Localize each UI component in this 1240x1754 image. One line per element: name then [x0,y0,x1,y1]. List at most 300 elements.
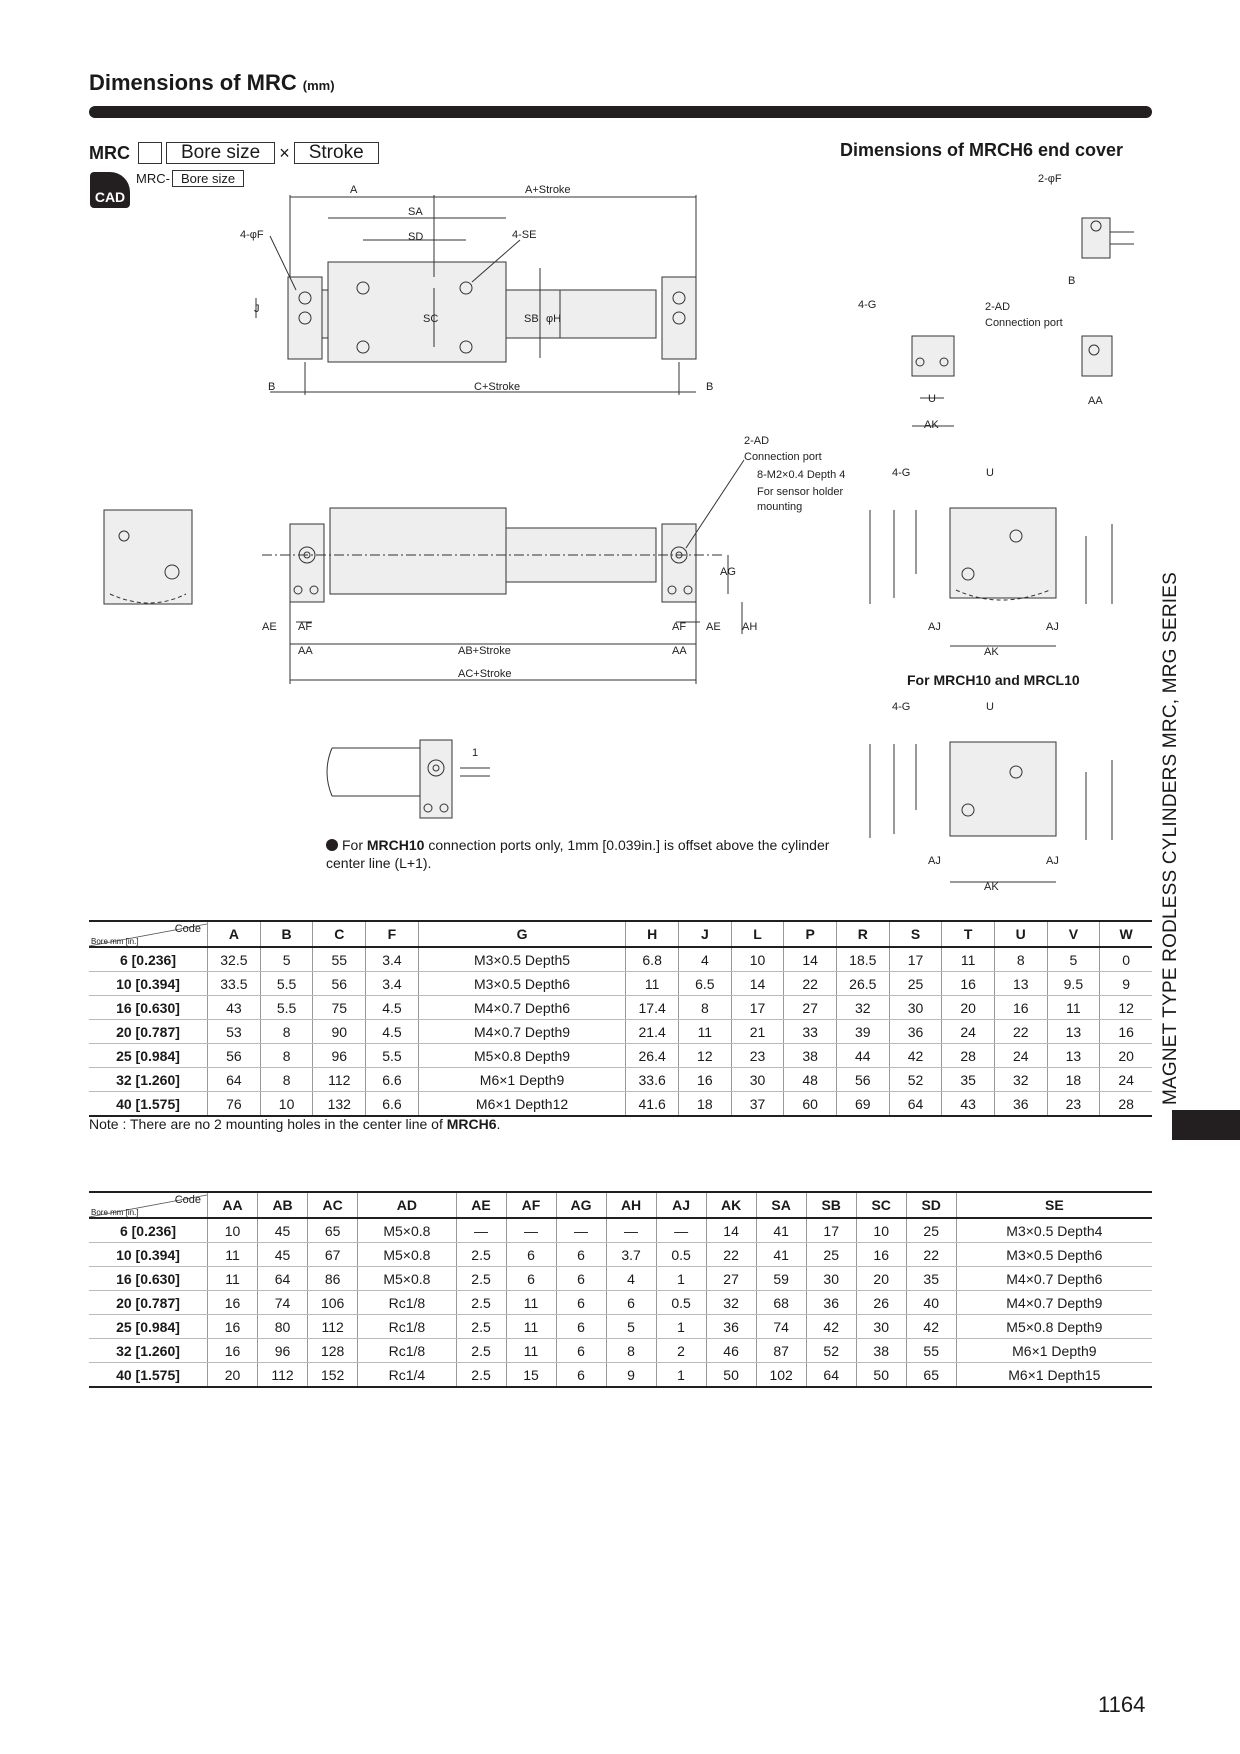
table-cell: 5 [260,947,313,972]
svg-text:AF: AF [298,621,313,633]
svg-text:AE: AE [262,621,277,633]
table-cell: 25 [806,1243,856,1267]
table-cell: 33 [784,1020,837,1044]
table-cell: 16 [208,1315,258,1339]
column-header-ac: AC [308,1192,358,1218]
table-cell: 128 [308,1339,358,1363]
table-cell: 11 [942,947,995,972]
svg-text:4-G: 4-G [892,467,911,479]
column-header-u: U [994,921,1047,947]
svg-text:AA: AA [1088,395,1103,407]
table-cell: 42 [889,1044,942,1068]
table-cell: 6.6 [366,1092,419,1117]
table-cell: 11 [626,972,679,996]
table-cell: 23 [1047,1092,1100,1117]
table-cell: 28 [1100,1092,1152,1117]
table-cell: 59 [756,1267,806,1291]
bore-size-cell: 6 [0.236] [89,947,208,972]
svg-text:AC+Stroke: AC+Stroke [458,668,512,680]
column-header-sb: SB [806,1192,856,1218]
svg-text:A: A [350,184,358,196]
table-cell: 14 [784,947,837,972]
table-row [89,1363,1152,1388]
table-cell: M3×0.5 Depth4 [956,1218,1152,1243]
svg-text:AJ: AJ [1046,855,1059,867]
column-header-b: B [260,921,313,947]
table-cell: 5 [1047,947,1100,972]
svg-text:Connection port: Connection port [744,451,822,463]
table-cell: 36 [806,1291,856,1315]
table-cell: 86 [308,1267,358,1291]
svg-text:A+Stroke: A+Stroke [525,184,571,196]
svg-text:4-G: 4-G [892,701,911,713]
table-cell: 9 [1100,972,1152,996]
table-cell: 69 [836,1092,889,1117]
table-cell: 14 [731,972,784,996]
table-cell: 0 [1100,947,1152,972]
table-cell: 11 [208,1243,258,1267]
table-row [89,1044,1152,1068]
table-cell: 42 [806,1315,856,1339]
table-cell: 32 [706,1291,756,1315]
bore-size-cell: 20 [0.787] [89,1291,208,1315]
table-cell: 32 [836,996,889,1020]
table-cell: 2.5 [456,1315,506,1339]
table-row [89,972,1152,996]
table-cell: 41 [756,1243,806,1267]
table-cell: 4 [606,1267,656,1291]
cad-icon[interactable]: CAD [90,172,130,208]
table-cell: 1 [656,1267,706,1291]
page-title: Dimensions of MRC (mm) [89,70,335,95]
table-cell: Rc1/8 [358,1315,456,1339]
mrcl10-end-view [870,742,1112,882]
table-cell: 2.5 [456,1243,506,1267]
table-cell: 3.4 [366,972,419,996]
table-cell: 20 [208,1363,258,1388]
table-cell: 21.4 [626,1020,679,1044]
table-cell: 6 [506,1243,556,1267]
table-cell: 18 [1047,1068,1100,1092]
table-cell: 4.5 [366,1020,419,1044]
table-cell: 26.4 [626,1044,679,1068]
table-cell: 17 [806,1218,856,1243]
table-cell: 13 [994,972,1047,996]
table-cell: 4 [679,947,732,972]
mrch10-end-view [870,508,1112,646]
table-row [89,1092,1152,1117]
table-cell: 21 [731,1020,784,1044]
table-cell: 102 [756,1363,806,1388]
table-cell: 56 [208,1044,261,1068]
table-cell: 13 [1047,1044,1100,1068]
table-cell: 48 [784,1068,837,1092]
table-cell: 25 [906,1218,956,1243]
svg-text:AK: AK [984,881,999,893]
table-cell: M3×0.5 Depth6 [956,1243,1152,1267]
table-cell: 39 [836,1020,889,1044]
column-header-f: F [366,921,419,947]
table-cell: 26 [856,1291,906,1315]
bore-size-cell: 40 [1.575] [89,1363,208,1388]
table-cell: 22 [706,1243,756,1267]
table-cell: 11 [1047,996,1100,1020]
svg-text:U: U [986,467,994,479]
svg-text:AK: AK [924,419,939,431]
column-header-ag: AG [556,1192,606,1218]
svg-text:Connection port: Connection port [985,317,1063,329]
table-cell: 56 [313,972,366,996]
table-cell: 64 [889,1092,942,1117]
column-header-w: W [1100,921,1152,947]
table-cell: 32 [994,1068,1047,1092]
table-cell: 55 [906,1339,956,1363]
svg-text:AB+Stroke: AB+Stroke [458,645,511,657]
table-row [89,996,1152,1020]
table-cell: 6 [556,1315,606,1339]
table-cell: 74 [756,1315,806,1339]
table-cell: 6 [556,1291,606,1315]
bore-size-cell: 10 [0.394] [89,972,208,996]
column-header-ae: AE [456,1192,506,1218]
table-cell: 30 [806,1267,856,1291]
column-header-l: L [731,921,784,947]
table-cell: 30 [889,996,942,1020]
table-corner-header: Code Bore mm [in.] [89,1192,208,1218]
column-header-sd: SD [906,1192,956,1218]
table-cell: 55 [313,947,366,972]
table-cell: 36 [889,1020,942,1044]
bore-size-cell: 40 [1.575] [89,1092,208,1117]
bore-size-cell: 32 [1.260] [89,1068,208,1092]
table-cell: — [556,1218,606,1243]
end-cover-title: Dimensions of MRCH6 end cover [840,140,1124,160]
table-cell: 80 [258,1315,308,1339]
svg-text:2-AD: 2-AD [744,435,770,447]
bore-size-cell: 16 [0.630] [89,1267,208,1291]
table-cell: M3×0.5 Depth5 [418,947,625,972]
column-header-af: AF [506,1192,556,1218]
column-header-t: T [942,921,995,947]
table-cell: 68 [756,1291,806,1315]
table-row [89,1339,1152,1363]
table-cell: — [456,1218,506,1243]
column-header-c: C [313,921,366,947]
table-cell: 28 [942,1044,995,1068]
table-cell: 22 [994,1020,1047,1044]
svg-text:C+Stroke: C+Stroke [474,381,521,393]
table-cell: 38 [856,1339,906,1363]
table-cell: 12 [679,1044,732,1068]
table-cell: M5×0.8 [358,1243,456,1267]
table-cell: 3.4 [366,947,419,972]
table-cell: 8 [606,1339,656,1363]
table-cell: 36 [706,1315,756,1339]
table-cell: 16 [994,996,1047,1020]
table-cell: 10 [856,1218,906,1243]
table-cell: 45 [258,1218,308,1243]
table-note: Note : There are no 2 mounting holes in the center line of MRCH6. [89,1116,501,1132]
svg-text:B: B [706,381,714,393]
table-cell: Rc1/8 [358,1339,456,1363]
table-cell: 25 [889,972,942,996]
svg-text:AH: AH [742,621,758,633]
series-side-tab: MAGNET TYPE RODLESS CYLINDERS MRC, MRG SERIES [1160,571,1181,1105]
table-cell: M3×0.5 Depth6 [418,972,625,996]
table-row [89,1218,1152,1243]
table-cell: 52 [889,1068,942,1092]
column-header-j: J [679,921,732,947]
table-cell: 32.5 [208,947,261,972]
table-cell: 2.5 [456,1267,506,1291]
svg-text:AJ: AJ [1046,621,1059,633]
table-cell: 6 [556,1243,606,1267]
table-cell: 6 [556,1363,606,1388]
side-tab-block [1172,1110,1240,1140]
table-cell: 6 [556,1339,606,1363]
bore-size-box: Bore size [166,142,275,164]
table-cell: 96 [313,1044,366,1068]
table-cell: 11 [506,1291,556,1315]
table-cell: 8 [260,1068,313,1092]
bore-size-cell: 20 [0.787] [89,1020,208,1044]
table-cell: 12 [1100,996,1152,1020]
table-cell: 65 [906,1363,956,1388]
table-cell: M5×0.8 [358,1267,456,1291]
table-cell: 2.5 [456,1291,506,1315]
svg-text:2-AD: 2-AD [985,301,1011,313]
table-cell: 60 [784,1092,837,1117]
sensor-offset-note: For MRCH10 connection ports only, 1mm [0.039in.] is offset above the cylinder center line (L+1). [326,837,830,871]
table-cell: 64 [258,1267,308,1291]
table-cell: 0.5 [656,1243,706,1267]
table-cell: 10 [260,1092,313,1117]
table-cell: 50 [706,1363,756,1388]
svg-text:SB: SB [524,313,539,325]
table-cell: 9 [606,1363,656,1388]
svg-text:SA: SA [408,206,423,218]
times-symbol: × [279,142,290,163]
table-cell: 8 [260,1020,313,1044]
table-cell: 0.5 [656,1291,706,1315]
svg-text:AK: AK [984,646,999,658]
table-cell: M4×0.7 Depth9 [956,1291,1152,1315]
column-header-aa: AA [208,1192,258,1218]
table-cell: 96 [258,1339,308,1363]
table-cell: 16 [208,1291,258,1315]
table-cell: 3.7 [606,1243,656,1267]
table-cell: 26.5 [836,972,889,996]
table-cell: 41.6 [626,1092,679,1117]
svg-text:4-SE: 4-SE [512,229,537,241]
table-cell: 36 [994,1092,1047,1117]
table-cell: 15 [506,1363,556,1388]
table-cell: 17 [889,947,942,972]
table-cell: 38 [784,1044,837,1068]
table-row [89,1267,1152,1291]
mrch10-title: For MRCH10 and MRCL10 [907,672,1080,688]
table-cell: 16 [679,1068,732,1092]
table-cell: 56 [836,1068,889,1092]
end-view-left [104,510,192,604]
table-cell: 22 [784,972,837,996]
column-header-ab: AB [258,1192,308,1218]
table-cell: 5.5 [260,996,313,1020]
model-code: MRC [89,142,130,163]
table-cell: Rc1/8 [358,1291,456,1315]
table-cell: M4×0.7 Depth6 [418,996,625,1020]
svg-text:SC: SC [423,313,439,325]
table-cell: 8 [994,947,1047,972]
column-header-sc: SC [856,1192,906,1218]
table-cell: 6.5 [679,972,732,996]
table-row [89,1291,1152,1315]
table-cell: 16 [1100,1020,1152,1044]
table-cell: 74 [258,1291,308,1315]
table-cell: 17.4 [626,996,679,1020]
table-cell: 14 [706,1218,756,1243]
svg-text:4-G: 4-G [858,299,877,311]
table-cell: 6 [556,1267,606,1291]
table-cell: M4×0.7 Depth9 [418,1020,625,1044]
table-row [89,1243,1152,1267]
column-header-se: SE [956,1192,1152,1218]
table-corner-header: Code Bore mm [in.] [89,921,208,947]
svg-text:AG: AG [720,566,736,578]
table-cell: 27 [706,1267,756,1291]
table-cell: 6.6 [366,1068,419,1092]
column-header-a: A [208,921,261,947]
table-cell: 5.5 [366,1044,419,1068]
table-cell: 76 [208,1092,261,1117]
svg-text:U: U [928,393,936,405]
table-cell: 52 [806,1339,856,1363]
table-cell: 13 [1047,1020,1100,1044]
table-cell: M5×0.8 Depth9 [956,1315,1152,1339]
table-cell: 16 [208,1339,258,1363]
table-cell: 8 [260,1044,313,1068]
table-cell: 35 [942,1068,995,1092]
stroke-box: Stroke [294,142,379,164]
svg-text:AE: AE [706,621,721,633]
table-cell: 30 [731,1068,784,1092]
table-cell: 20 [942,996,995,1020]
column-header-v: V [1047,921,1100,947]
table-cell: 75 [313,996,366,1020]
bore-size-cell: 32 [1.260] [89,1339,208,1363]
table-cell: 43 [942,1092,995,1117]
svg-text:4-φF: 4-φF [240,229,264,241]
cad-model-label: MRC- Bore size [136,170,244,187]
table-cell: 112 [258,1363,308,1388]
table-cell: 30 [856,1315,906,1339]
table-cell: 9.5 [1047,972,1100,996]
table-cell: Rc1/4 [358,1363,456,1388]
table-cell: 44 [836,1044,889,1068]
table-cell: 10 [731,947,784,972]
svg-text:For sensor holder: For sensor holder [757,486,844,498]
table-cell: 106 [308,1291,358,1315]
column-header-s: S [889,921,942,947]
table-cell: 8 [679,996,732,1020]
table-cell: M5×0.8 Depth9 [418,1044,625,1068]
table-cell: 10 [208,1218,258,1243]
table-cell: 6 [606,1291,656,1315]
table-cell: 2 [656,1339,706,1363]
table-cell: 50 [856,1363,906,1388]
table-cell: 46 [706,1339,756,1363]
column-header-ad: AD [358,1192,456,1218]
table-row [89,1068,1152,1092]
dimension-table-2 [89,1191,1152,1388]
svg-text:mounting: mounting [757,501,803,513]
table-cell: 24 [1100,1068,1152,1092]
table-cell: 65 [308,1218,358,1243]
table-cell: 2.5 [456,1339,506,1363]
table-cell: 64 [806,1363,856,1388]
table-cell: — [656,1218,706,1243]
svg-text:φH: φH [546,313,562,325]
table-cell: 42 [906,1315,956,1339]
table-cell: 53 [208,1020,261,1044]
svg-text:AJ: AJ [928,621,941,633]
svg-text:1: 1 [472,747,479,759]
table-cell: 5 [606,1315,656,1339]
table-cell: 1 [656,1363,706,1388]
table-cell: 40 [906,1291,956,1315]
table-cell: — [606,1218,656,1243]
table-cell: 20 [1100,1044,1152,1068]
table-cell: 45 [258,1243,308,1267]
table-cell: 64 [208,1068,261,1092]
table-cell: 41 [756,1218,806,1243]
top-view-drawing [256,195,696,395]
svg-text:SD: SD [408,231,424,243]
table-cell: 87 [756,1339,806,1363]
table-cell: 5.5 [260,972,313,996]
svg-text:B: B [1068,275,1076,287]
table-cell: 6 [506,1267,556,1291]
bore-size-cell: 10 [0.394] [89,1243,208,1267]
svg-text:8-M2×0.4 Depth 4: 8-M2×0.4 Depth 4 [757,469,846,481]
table-cell: 6.8 [626,947,679,972]
table-cell: 11 [506,1339,556,1363]
column-header-p: P [784,921,837,947]
table-cell: 112 [308,1315,358,1339]
table-cell: 11 [208,1267,258,1291]
table-cell: M6×1 Depth15 [956,1363,1152,1388]
table-cell: 11 [506,1315,556,1339]
table-cell: — [506,1218,556,1243]
table-cell: 24 [942,1020,995,1044]
table-cell: 16 [856,1243,906,1267]
svg-text:AJ: AJ [928,855,941,867]
svg-text:AA: AA [672,645,687,657]
table-cell: 112 [313,1068,366,1092]
svg-text:U: U [986,701,994,713]
column-header-sa: SA [756,1192,806,1218]
table-cell: 37 [731,1092,784,1117]
column-header-g: G [418,921,625,947]
column-header-r: R [836,921,889,947]
table-cell: 18 [679,1092,732,1117]
svg-text:AF: AF [672,621,687,633]
table-cell: 152 [308,1363,358,1388]
table-cell: 132 [313,1092,366,1117]
bullet-icon [326,839,338,851]
column-header-ah: AH [606,1192,656,1218]
table-cell: 33.6 [626,1068,679,1092]
